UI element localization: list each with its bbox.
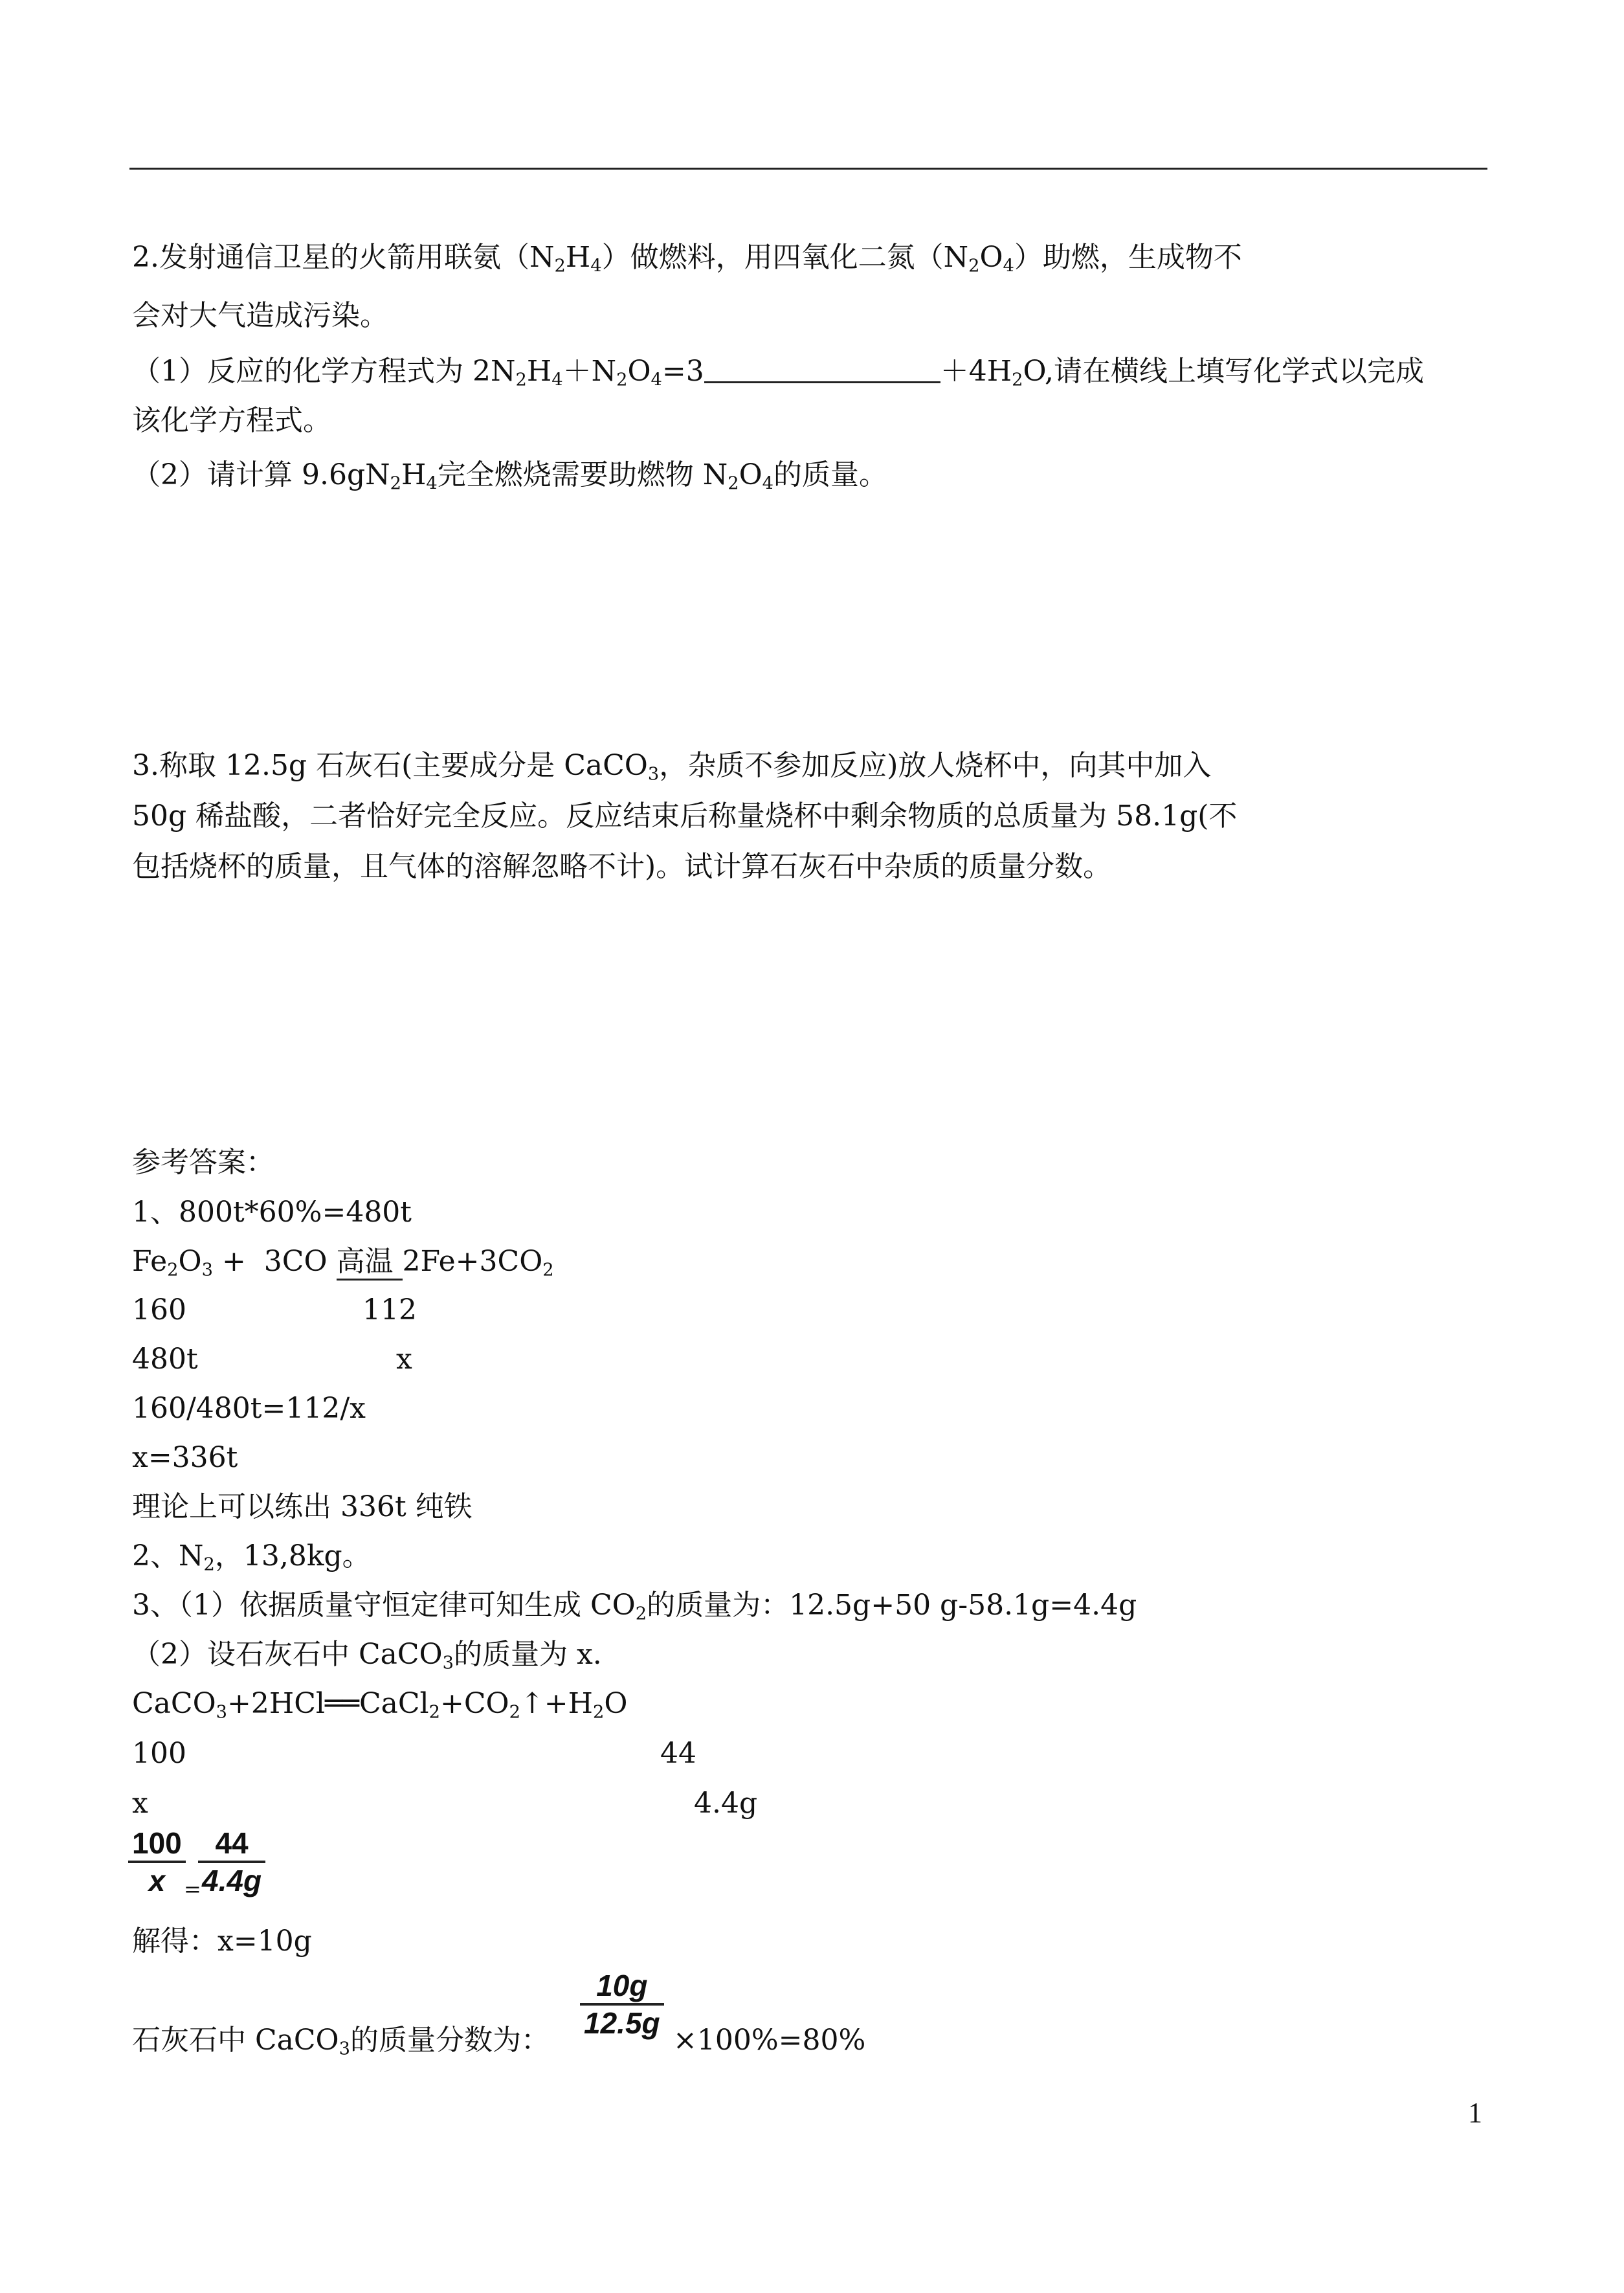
reaction-condition: 高温 [337,1245,403,1281]
percentage-result: ×100%=80% [673,2024,866,2057]
page-number: 1 [1468,2097,1482,2129]
q2-part-1-cont: 该化学方程式。 [132,404,331,437]
answer-2-line: 2、$N_2$，13,8kg。 [132,1539,371,1575]
molar-100: 100 [132,1737,186,1770]
molar-44: 44 [660,1737,696,1770]
ratio-line: 160/480t=112/x [132,1392,366,1425]
conclusion-line: 理论上可以练出 336t 纯铁 [132,1490,473,1523]
header-rule [129,168,1487,170]
unknown-x: x [396,1343,412,1376]
answer-3-part-2: （2）设石灰石中 CaCO$_3$的质量为 x. [132,1638,602,1673]
q3-line-1: 3.称取 12.5g 石灰石(主要成分是 CaCO$_3$，杂质不参加反应)放人烧杯中，向其中加入 [132,749,1212,785]
equation-2: $CaCO_3+2HCl══CaCl_2+CO_2↑+H_2O$ [132,1687,628,1723]
q2-part-2: （2）请计算 $9.6gN_2H_4$完全燃烧需要助燃物 $N_2O_4$的质量。 [132,458,888,494]
mass-4-4g: 4.4g [694,1787,758,1820]
q3-line-2: 50g 稀盐酸，二者恰好完全反应。反应结束后称量烧杯中剩余物质的总质量为 58.1g(不 [132,800,1238,833]
fraction-100-over-x: 100 x [128,1827,186,1897]
result-line: x=336t [132,1441,238,1474]
answers-heading: 参考答案： [132,1146,274,1179]
fraction-10g-over-12-5g: 10g 12.5g [580,1969,664,2039]
equals-sign: = [184,1877,201,1901]
answer-3-part-1: 3、（1）依据质量守恒定律可知生成 $CO_2$的质量为：12.5g+50 g-58.1g=4.4g [132,1589,1137,1624]
q2-line-2: 会对大气造成污染。 [132,299,388,332]
solve-line: 解得：x=10g [132,1925,312,1958]
molar-112: 112 [362,1293,417,1326]
q3-line-3: 包括烧杯的质量，且气体的溶解忽略不计)。试计算石灰石中杂质的质量分数。 [132,850,1112,883]
molar-160: 160 [132,1293,186,1326]
fraction-44-over-4-4g: 44 4.4g [198,1827,265,1897]
equation-1: $Fe_2O_3 + 3CO$ 高温 $2Fe+3CO_2$ [132,1245,554,1281]
unknown-x-2: x [132,1787,148,1820]
answer-blank [704,355,940,383]
q2-line-1: 2.发射通信卫星的火箭用联氨$(N_2H_4)$做燃料，用四氧化二氮$(N_2O_4)$助燃，生成物不 [132,241,1242,276]
percentage-label: 石灰石中 CaCO$_3$的质量分数为： [132,2024,550,2059]
answer-1-line: 1、800t*60%=480t [132,1196,412,1229]
mass-480t: 480t [132,1343,198,1376]
q2-part-1: （1）反应的化学方程式为 $2N_2H_4+N_2O_4=3 +4H_2O$,请在横线上填写化学式以完成 [132,355,1424,390]
